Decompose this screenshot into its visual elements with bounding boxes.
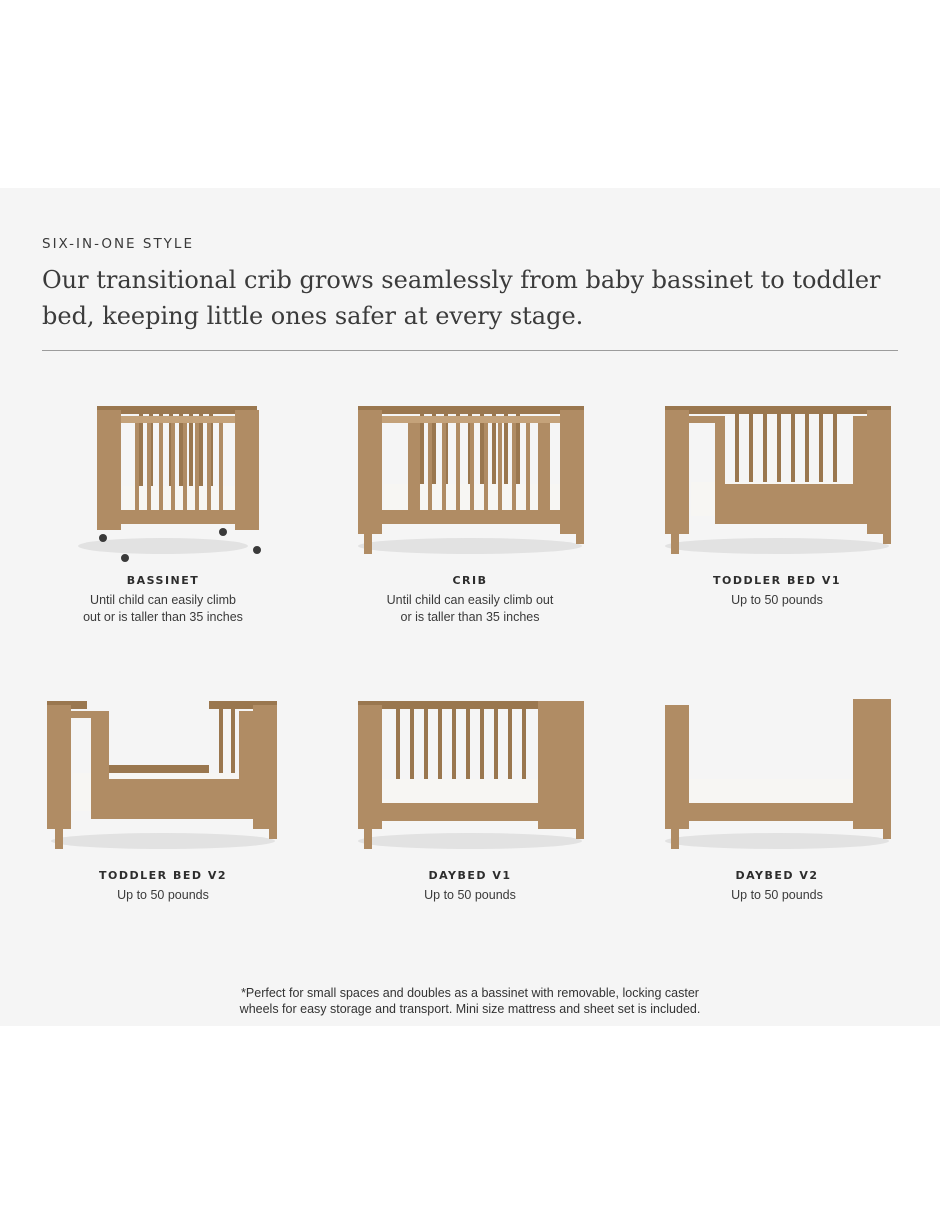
stage-desc: Up to 50 pounds [731,888,823,902]
daybed-v2-illustration [657,693,897,863]
stage-desc: Up to 50 pounds [731,593,823,607]
stage-name: TODDLER BED V2 [99,869,227,882]
footnote: *Perfect for small spaces and doubles as a bassinet with removable, locking caster wheels for easy storage and transport. Mini size mattress and sheet set is included. [239,986,701,1016]
daybed-v1-illustration [350,693,590,863]
section-eyebrow: SIX-IN-ONE STYLE [42,236,194,252]
stage-desc: Until child can easily climb out or is taller than 35 inches [386,593,554,624]
stage-toddler-bed-v2 [10,693,316,904]
stage-daybed-v2 [624,693,930,904]
bassinet-illustration [63,398,263,568]
section-headline: Our transitional crib grows seamlessly from baby bassinet to toddler bed, keeping little ones safer at every stage. [42,266,881,330]
stage-desc: Until child can easily climb out or is taller than 35 inches [83,593,243,624]
stage-desc: Up to 50 pounds [424,888,516,902]
stage-crib [317,398,623,626]
stage-name: CRIB [452,574,488,587]
stage-name: TODDLER BED V1 [713,574,841,587]
stage-name: DAYBED V2 [735,869,819,882]
stage-name: DAYBED V1 [428,869,512,882]
stage-toddler-bed-v1 [624,398,930,609]
crib-illustration [350,398,590,568]
crib-stages-section [0,188,940,1026]
toddler-bed-v1-illustration [657,398,897,568]
stage-name: BASSINET [126,574,200,587]
toddler-bed-v2-illustration [43,693,283,863]
stage-daybed-v1 [317,693,623,904]
stage-bassinet [10,398,316,626]
stage-desc: Up to 50 pounds [117,888,209,902]
divider [42,350,898,351]
